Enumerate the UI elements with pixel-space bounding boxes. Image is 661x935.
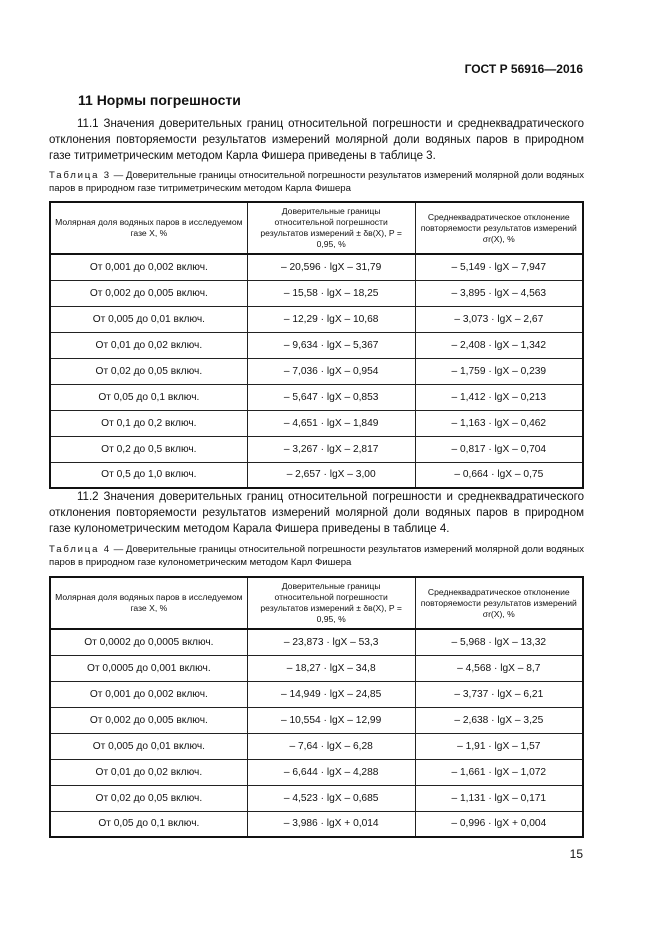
cell-deviation-formula: – 1,163 · lgX – 0,462: [415, 410, 583, 436]
table3-caption-text: — Доверительные границы относительной погрешности результатов измерений молярной доли водяных паров в природном газе титриметрическим методом Карла Фишера: [49, 170, 584, 194]
table4-header-fraction: Молярная доля водяных паров в исследуемом газе X, %: [50, 577, 247, 629]
table-row: [50, 306, 583, 332]
table4-caption-text: — Доверительные границы относительной погрешности результатов измерений молярной доли водяных паров в природном газе кулонометрическим методом Карл Фишера: [49, 544, 584, 568]
cell-fraction-range: От 0,002 до 0,005 включ.: [50, 280, 247, 306]
cell-fraction-range: От 0,005 до 0,01 включ.: [50, 733, 247, 759]
cell-deviation-formula: – 2,408 · lgX – 1,342: [415, 332, 583, 358]
table4-header-deviation: Среднеквадратическое отклонение повторяемости результатов измерений σr(X), %: [415, 577, 583, 629]
cell-deviation-formula: – 3,895 · lgX – 4,563: [415, 280, 583, 306]
cell-confidence-formula: – 6,644 · lgX – 4,288: [247, 759, 415, 785]
cell-confidence-formula: – 3,267 · lgX – 2,817: [247, 436, 415, 462]
table-row: [50, 332, 583, 358]
cell-confidence-formula: – 12,29 · lgX – 10,68: [247, 306, 415, 332]
table-row: [50, 462, 583, 488]
table4: [49, 576, 584, 838]
cell-confidence-formula: – 4,523 · lgX – 0,685: [247, 785, 415, 811]
cell-confidence-formula: – 2,657 · lgX – 3,00: [247, 462, 415, 488]
table-row: [50, 811, 583, 837]
cell-confidence-formula: – 5,647 · lgX – 0,853: [247, 384, 415, 410]
cell-fraction-range: От 0,05 до 0,1 включ.: [50, 384, 247, 410]
cell-deviation-formula: – 2,638 · lgX – 3,25: [415, 707, 583, 733]
cell-fraction-range: От 0,002 до 0,005 включ.: [50, 707, 247, 733]
table3-label: Таблица 3: [49, 170, 111, 181]
cell-fraction-range: От 0,05 до 0,1 включ.: [50, 811, 247, 837]
cell-confidence-formula: – 15,58 · lgX – 18,25: [247, 280, 415, 306]
table-row: [50, 785, 583, 811]
table4-caption: [49, 543, 584, 569]
table4-body: [50, 629, 583, 837]
table3-header-fraction: Молярная доля водяных паров в исследуемом газе X, %: [50, 202, 247, 254]
cell-confidence-formula: – 18,27 · lgX – 34,8: [247, 655, 415, 681]
paragraph-11-1: 11.1 Значения доверительных границ относительной погрешности и среднеквадратического отклонения повторяемости результатов измерений молярной доли водяных паров в природном газе титриметрическим методом Карла Фишера приведены в таблице 3.: [49, 118, 584, 162]
cell-deviation-formula: – 3,737 · lgX – 6,21: [415, 681, 583, 707]
cell-fraction-range: От 0,5 до 1,0 включ.: [50, 462, 247, 488]
cell-confidence-formula: – 7,64 · lgX – 6,28: [247, 733, 415, 759]
table-row: [50, 436, 583, 462]
cell-fraction-range: От 0,0005 до 0,001 включ.: [50, 655, 247, 681]
cell-fraction-range: От 0,2 до 0,5 включ.: [50, 436, 247, 462]
table-row: [50, 759, 583, 785]
table-row: [50, 410, 583, 436]
table3-body: [50, 254, 583, 488]
cell-confidence-formula: – 10,554 · lgX – 12,99: [247, 707, 415, 733]
cell-deviation-formula: – 1,91 · lgX – 1,57: [415, 733, 583, 759]
cell-deviation-formula: – 0,664 · lgX – 0,75: [415, 462, 583, 488]
cell-fraction-range: От 0,001 до 0,002 включ.: [50, 254, 247, 280]
table-row: [50, 707, 583, 733]
cell-confidence-formula: – 9,634 · lgX – 5,367: [247, 332, 415, 358]
table-row: [50, 655, 583, 681]
cell-deviation-formula: – 4,568 · lgX – 8,7: [415, 655, 583, 681]
cell-confidence-formula: – 7,036 · lgX – 0,954: [247, 358, 415, 384]
cell-fraction-range: От 0,005 до 0,01 включ.: [50, 306, 247, 332]
cell-fraction-range: От 0,02 до 0,05 включ.: [50, 785, 247, 811]
cell-deviation-formula: – 1,759 · lgX – 0,239: [415, 358, 583, 384]
cell-fraction-range: От 0,1 до 0,2 включ.: [50, 410, 247, 436]
table3-header-deviation: Среднеквадратическое отклонение повторяемости результатов измерений σr(X), %: [415, 202, 583, 254]
page-number: 15: [569, 847, 583, 861]
cell-fraction-range: От 0,001 до 0,002 включ.: [50, 681, 247, 707]
table-row: [50, 384, 583, 410]
cell-deviation-formula: – 5,968 · lgX – 13,32: [415, 629, 583, 655]
cell-deviation-formula: – 3,073 · lgX – 2,67: [415, 306, 583, 332]
table-row: [50, 681, 583, 707]
table3: [49, 201, 584, 489]
cell-confidence-formula: – 3,986 · lgX + 0,014: [247, 811, 415, 837]
cell-deviation-formula: – 1,661 · lgX – 1,072: [415, 759, 583, 785]
table4-header-confidence: Доверительные границы относительной погрешности результатов измерений ± δв(X), P = 0,95, %: [247, 577, 415, 629]
cell-confidence-formula: – 4,651 · lgX – 1,849: [247, 410, 415, 436]
cell-deviation-formula: – 1,131 · lgX – 0,171: [415, 785, 583, 811]
cell-fraction-range: От 0,01 до 0,02 включ.: [50, 332, 247, 358]
cell-deviation-formula: – 1,412 · lgX – 0,213: [415, 384, 583, 410]
section-title: 11 Нормы погрешности: [78, 92, 241, 108]
standard-number: ГОСТ Р 56916—2016: [464, 62, 583, 76]
table-row: [50, 280, 583, 306]
table4-label: Таблица 4: [49, 544, 111, 555]
paragraph-11-2: 11.2 Значения доверительных границ относительной погрешности и среднеквадратического отклонения повторяемости результатов измерений молярной доли водяных паров в природном газе кулонометрическим методом Карала Фишера приведены в таблице 4.: [49, 491, 584, 535]
table-row: [50, 629, 583, 655]
cell-confidence-formula: – 14,949 · lgX – 24,85: [247, 681, 415, 707]
table3-caption: [49, 169, 584, 195]
cell-confidence-formula: – 20,596 · lgX – 31,79: [247, 254, 415, 280]
cell-fraction-range: От 0,01 до 0,02 включ.: [50, 759, 247, 785]
cell-deviation-formula: – 0,996 · lgX + 0,004: [415, 811, 583, 837]
table3-header-confidence: Доверительные границы относительной погрешности результатов измерений ± δв(X), P = 0,95, %: [247, 202, 415, 254]
cell-fraction-range: От 0,02 до 0,05 включ.: [50, 358, 247, 384]
cell-fraction-range: От 0,0002 до 0,0005 включ.: [50, 629, 247, 655]
cell-deviation-formula: – 5,149 · lgX – 7,947: [415, 254, 583, 280]
table-row: [50, 358, 583, 384]
cell-deviation-formula: – 0,817 · lgX – 0,704: [415, 436, 583, 462]
table-row: [50, 254, 583, 280]
cell-confidence-formula: – 23,873 · lgX – 53,3: [247, 629, 415, 655]
table-row: [50, 733, 583, 759]
